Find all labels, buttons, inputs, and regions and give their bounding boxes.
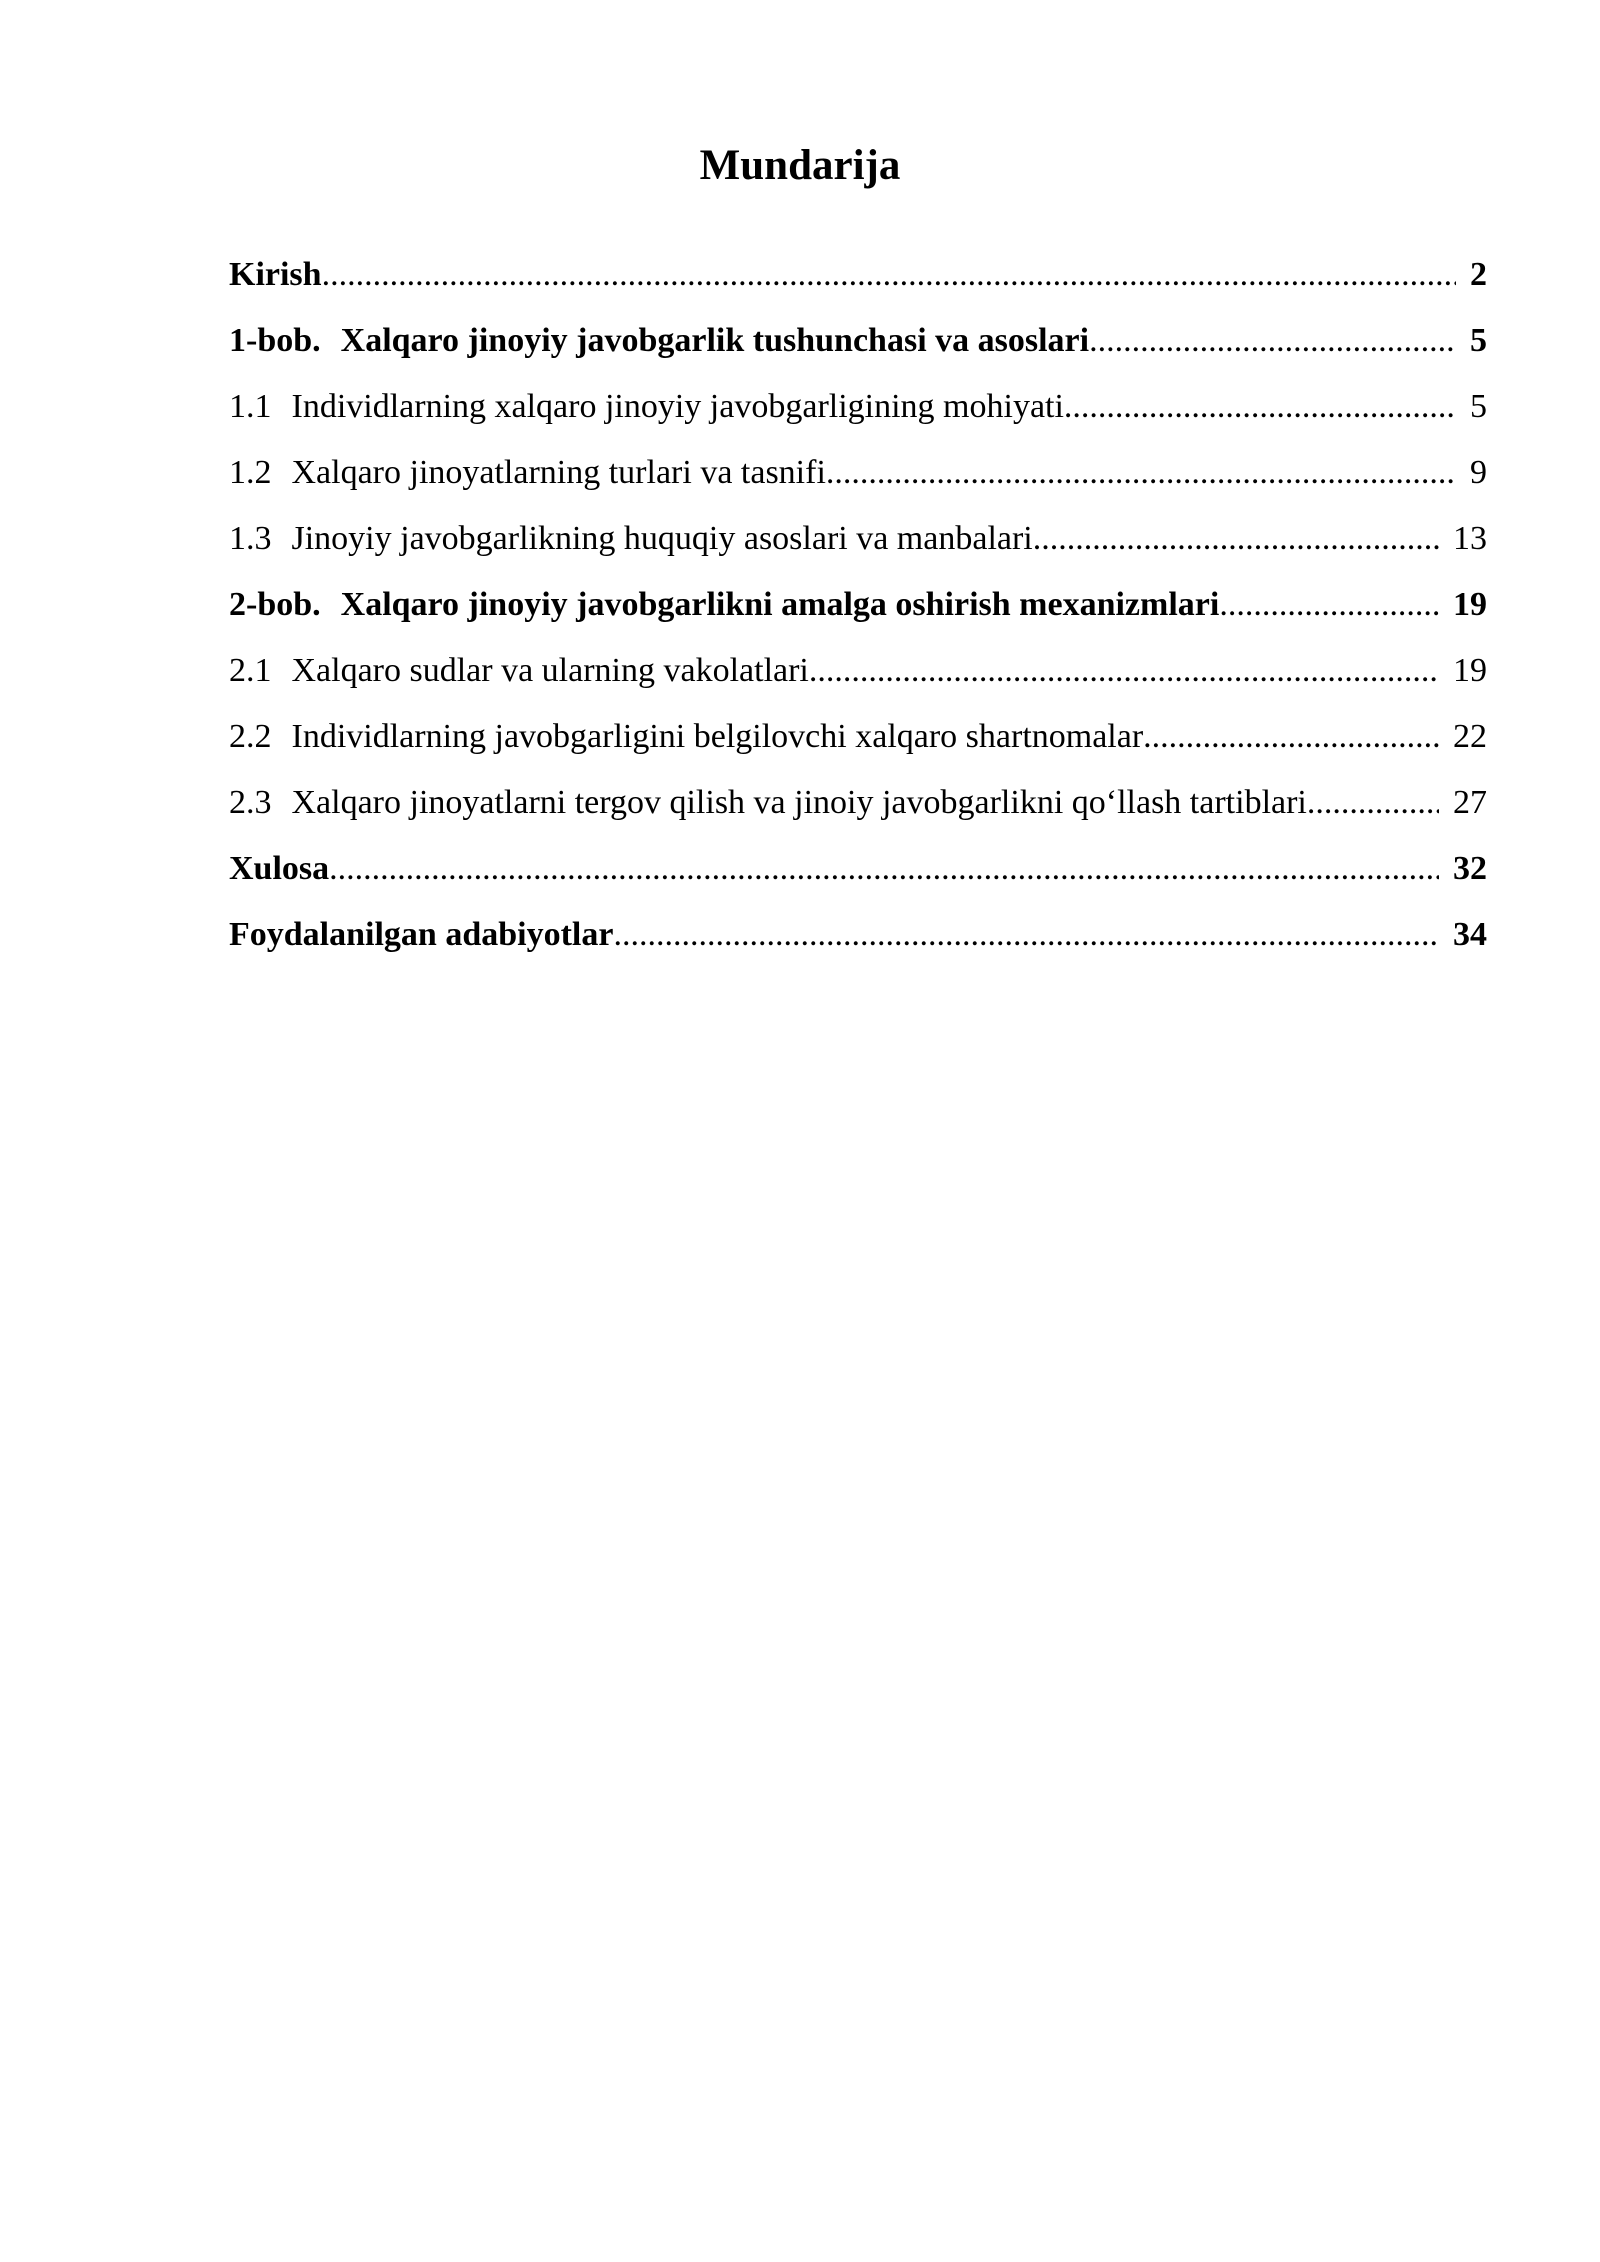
toc-entry-kirish[interactable] (229, 242, 1487, 308)
toc-page-number: 34 (1453, 916, 1487, 953)
toc-entry-title: Xalqaro jinoyiy javobgarlik tushunchasi va asoslari (340, 322, 1090, 359)
toc-entry-number: 1-bob. (229, 322, 321, 359)
toc-entry-title: Jinoyiy javobgarlikning huquqiy asoslari va manbalari (291, 520, 1033, 557)
toc-page-number: 19 (1453, 652, 1487, 689)
toc-leader-dots (826, 440, 1456, 506)
toc-leader-dots (613, 902, 1439, 968)
toc-page-number: 5 (1470, 388, 1487, 425)
toc-leader-dots (329, 836, 1439, 902)
toc-entry-title: Individlarning javobgarligini belgilovchi xalqaro shartnomalar (291, 718, 1144, 755)
toc-entry-title: Xalqaro sudlar va ularning vakolatlari (291, 652, 809, 689)
toc-page-number: 13 (1453, 520, 1487, 557)
toc-entry-section-1-2[interactable] (229, 440, 1487, 506)
toc-leader-dots (1033, 506, 1439, 572)
toc-page-number: 32 (1453, 850, 1487, 887)
toc-entry-title: Foydalanilgan adabiyotlar (229, 916, 614, 953)
toc-entry-number: 1.2 (229, 454, 272, 491)
toc-entry-number: 2.1 (229, 652, 272, 689)
toc-entry-title: Xulosa (229, 850, 330, 887)
toc-entry-section-1-3[interactable] (229, 506, 1487, 572)
toc-entry-xulosa[interactable] (229, 836, 1487, 902)
toc-page-number: 19 (1453, 586, 1487, 623)
toc-entry-section-2-3[interactable] (229, 770, 1487, 836)
toc-leader-dots (809, 638, 1439, 704)
toc-page-number: 2 (1470, 256, 1487, 293)
toc-entry-section-2-2[interactable] (229, 704, 1487, 770)
toc-entry-title: Xalqaro jinoyatlarning turlari va tasnifi (291, 454, 826, 491)
toc-page-number: 22 (1453, 718, 1487, 755)
toc-entry-number: 1.1 (229, 388, 272, 425)
toc-entry-title: Individlarning xalqaro jinoyiy javobgarligining mohiyati (291, 388, 1064, 425)
toc-leader-dots (322, 242, 1456, 308)
toc-entry-number: 1.3 (229, 520, 272, 557)
toc-entry-chapter-2[interactable] (229, 572, 1487, 638)
page-title: Mundarija (699, 142, 901, 189)
toc-entry-chapter-1[interactable] (229, 308, 1487, 374)
toc-leader-dots (1089, 308, 1456, 374)
toc-entry-number: 2-bob. (229, 586, 321, 623)
toc-entry-section-1-1[interactable] (229, 374, 1487, 440)
toc-leader-dots (1143, 704, 1439, 770)
toc-entry-number: 2.3 (229, 784, 272, 821)
toc-page-number: 9 (1470, 454, 1487, 491)
table-of-contents (229, 242, 1487, 968)
toc-entry-adabiyotlar[interactable] (229, 902, 1487, 968)
toc-page-number: 27 (1453, 784, 1487, 821)
toc-leader-dots (1064, 374, 1456, 440)
toc-entry-title: Xalqaro jinoyatlarni tergov qilish va jinoiy javobgarlikni qo‘llash tartiblari (291, 784, 1307, 821)
toc-entry-title: Kirish (229, 256, 322, 293)
toc-leader-dots (1307, 770, 1439, 836)
toc-page-number: 5 (1470, 322, 1487, 359)
toc-leader-dots (1219, 572, 1439, 638)
toc-entry-section-2-1[interactable] (229, 638, 1487, 704)
toc-entry-number: 2.2 (229, 718, 272, 755)
toc-entry-title: Xalqaro jinoyiy javobgarlikni amalga oshirish mexanizmlari (340, 586, 1220, 623)
